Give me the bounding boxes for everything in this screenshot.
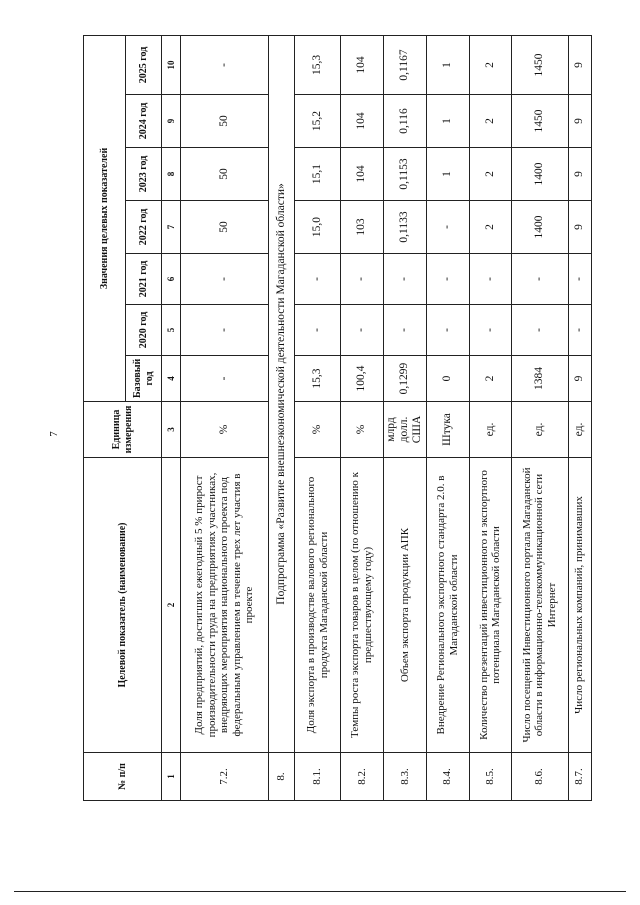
value-cell-base: 2 — [469, 356, 511, 402]
value-cell-base: 9 — [568, 356, 591, 402]
value-cell-y2022: 9 — [568, 201, 591, 254]
header-indicator: Целевой показатель (наименование) — [84, 458, 162, 753]
column-index: 3 — [162, 402, 181, 458]
value-cell-y2023: 1400 — [511, 148, 568, 201]
unit-cell: ед. — [469, 402, 511, 458]
value-cell-y2023: 9 — [568, 148, 591, 201]
indicator-name: Доля экспорта в производстве валового регионального продукта Магаданской области — [295, 458, 341, 753]
value-cell-y2024: 2 — [469, 95, 511, 148]
row-number: 8.3. — [384, 753, 427, 801]
value-cell-y2022: 1400 — [511, 201, 568, 254]
header-values-group: Значения целевых показателей — [84, 35, 126, 401]
value-cell-base: - — [181, 356, 269, 402]
value-cell-y2025: 1 — [426, 35, 469, 94]
indicators-table-frame — [83, 36, 586, 801]
header-2025: 2025 год — [126, 35, 162, 94]
row-number: 8.7. — [568, 753, 591, 801]
value-cell-y2023: 0,1153 — [384, 148, 427, 201]
table-row — [511, 35, 568, 800]
value-cell-base: 100,4 — [341, 356, 384, 402]
value-cell-y2025: 15,3 — [295, 35, 341, 94]
value-cell-y2020: - — [341, 305, 384, 356]
value-cell-base: 15,3 — [295, 356, 341, 402]
value-cell-y2024: 1 — [426, 95, 469, 148]
unit-cell: ед. — [511, 402, 568, 458]
value-cell-y2023: 104 — [341, 148, 384, 201]
column-index: 10 — [162, 35, 181, 94]
indicators-table — [83, 35, 592, 801]
value-cell-y2025: 2 — [469, 35, 511, 94]
row-number: 7.2. — [181, 753, 269, 801]
value-cell-y2025: 1450 — [511, 35, 568, 94]
value-cell-y2023: 50 — [181, 148, 269, 201]
header-2021: 2021 год — [126, 254, 162, 305]
table-body — [181, 35, 592, 800]
value-cell-y2023: 15,1 — [295, 148, 341, 201]
value-cell-y2024: 50 — [181, 95, 269, 148]
value-cell-y2021: - — [181, 254, 269, 305]
table-row — [568, 35, 591, 800]
value-cell-y2022: - — [426, 201, 469, 254]
table-row — [181, 35, 269, 800]
value-cell-y2020: - — [426, 305, 469, 356]
column-index: 8 — [162, 148, 181, 201]
table-row — [426, 35, 469, 800]
value-cell-y2021: - — [341, 254, 384, 305]
column-index: 7 — [162, 201, 181, 254]
value-cell-y2025: 9 — [568, 35, 591, 94]
value-cell-y2023: 1 — [426, 148, 469, 201]
row-number: 8.2. — [341, 753, 384, 801]
value-cell-base: 0,1299 — [384, 356, 427, 402]
value-cell-base: 0 — [426, 356, 469, 402]
column-index: 6 — [162, 254, 181, 305]
value-cell-y2021: - — [295, 254, 341, 305]
column-index: 4 — [162, 356, 181, 402]
page-number: 7 — [48, 431, 60, 437]
unit-cell: ед. — [568, 402, 591, 458]
table-row — [469, 35, 511, 800]
column-index: 5 — [162, 305, 181, 356]
value-cell-y2025: 104 — [341, 35, 384, 94]
value-cell-y2022: 103 — [341, 201, 384, 254]
column-index: 9 — [162, 95, 181, 148]
value-cell-y2024: 9 — [568, 95, 591, 148]
value-cell-y2020: - — [568, 305, 591, 356]
unit-cell: Штука — [426, 402, 469, 458]
unit-cell: млрд долл. США — [384, 402, 427, 458]
header-base-year: Базовый год — [126, 356, 162, 402]
value-cell-y2020: - — [384, 305, 427, 356]
row-number: 8.5. — [469, 753, 511, 801]
value-cell-y2020: - — [511, 305, 568, 356]
page-bottom-rule — [14, 891, 626, 892]
value-cell-y2022: 50 — [181, 201, 269, 254]
value-cell-y2025: 0,1167 — [384, 35, 427, 94]
unit-cell: % — [341, 402, 384, 458]
value-cell-base: 1384 — [511, 356, 568, 402]
indicator-name: Доля предприятий, достигших ежегодный 5 % прирост производительности труда на предприятиях участниках, внедряющих мероприятия национального проекта под федеральным управлением в течение трех лет участия в проекте — [181, 458, 269, 753]
indicator-name: Количество презентаций инвестиционного и экспортного потенциала Магаданской области — [469, 458, 511, 753]
value-cell-y2024: 1450 — [511, 95, 568, 148]
row-number: 8.1. — [295, 753, 341, 801]
indicator-name: Объем экспорта продукции АПК — [384, 458, 427, 753]
indicator-name: Внедрение Регионального экспортного стандарта 2.0. в Магаданской области — [426, 458, 469, 753]
header-2022: 2022 год — [126, 201, 162, 254]
value-cell-y2021: - — [568, 254, 591, 305]
value-cell-y2022: 2 — [469, 201, 511, 254]
column-index: 1 — [162, 753, 181, 801]
indicator-name: Число посещений Инвестиционного портала Магаданской области в информационно-телекоммуникационной сети Интернет — [511, 458, 568, 753]
value-cell-y2023: 2 — [469, 148, 511, 201]
table-row — [384, 35, 427, 800]
table-row — [341, 35, 384, 800]
row-number: 8. — [269, 753, 295, 801]
indicator-name: Темпы роста экспорта товаров в целом (по отношению к предшествующему году) — [341, 458, 384, 753]
value-cell-y2022: 0,1133 — [384, 201, 427, 254]
unit-cell: % — [295, 402, 341, 458]
header-2023: 2023 год — [126, 148, 162, 201]
header-num: № п/п — [84, 753, 162, 801]
value-cell-y2022: 15,0 — [295, 201, 341, 254]
value-cell-y2020: - — [469, 305, 511, 356]
value-cell-y2024: 104 — [341, 95, 384, 148]
header-unit: Единица измерения — [84, 402, 162, 458]
indicators-table-rotated — [83, 36, 586, 801]
row-number: 8.4. — [426, 753, 469, 801]
unit-cell: % — [181, 402, 269, 458]
value-cell-y2024: 0,116 — [384, 95, 427, 148]
header-2020: 2020 год — [126, 305, 162, 356]
value-cell-y2024: 15,2 — [295, 95, 341, 148]
value-cell-y2021: - — [426, 254, 469, 305]
header-2024: 2024 год — [126, 95, 162, 148]
indicator-name: Число региональных компаний, принимавших — [568, 458, 591, 753]
table-row — [295, 35, 341, 800]
subprogram-title: Подпрограмма «Развитие внешнеэкономической деятельности Магаданской области» — [269, 35, 295, 752]
value-cell-y2021: - — [384, 254, 427, 305]
value-cell-y2025: - — [181, 35, 269, 94]
value-cell-y2021: - — [511, 254, 568, 305]
column-index: 2 — [162, 458, 181, 753]
value-cell-y2020: - — [295, 305, 341, 356]
row-number: 8.6. — [511, 753, 568, 801]
subprogram-row — [269, 35, 295, 800]
value-cell-y2021: - — [469, 254, 511, 305]
value-cell-y2020: - — [181, 305, 269, 356]
